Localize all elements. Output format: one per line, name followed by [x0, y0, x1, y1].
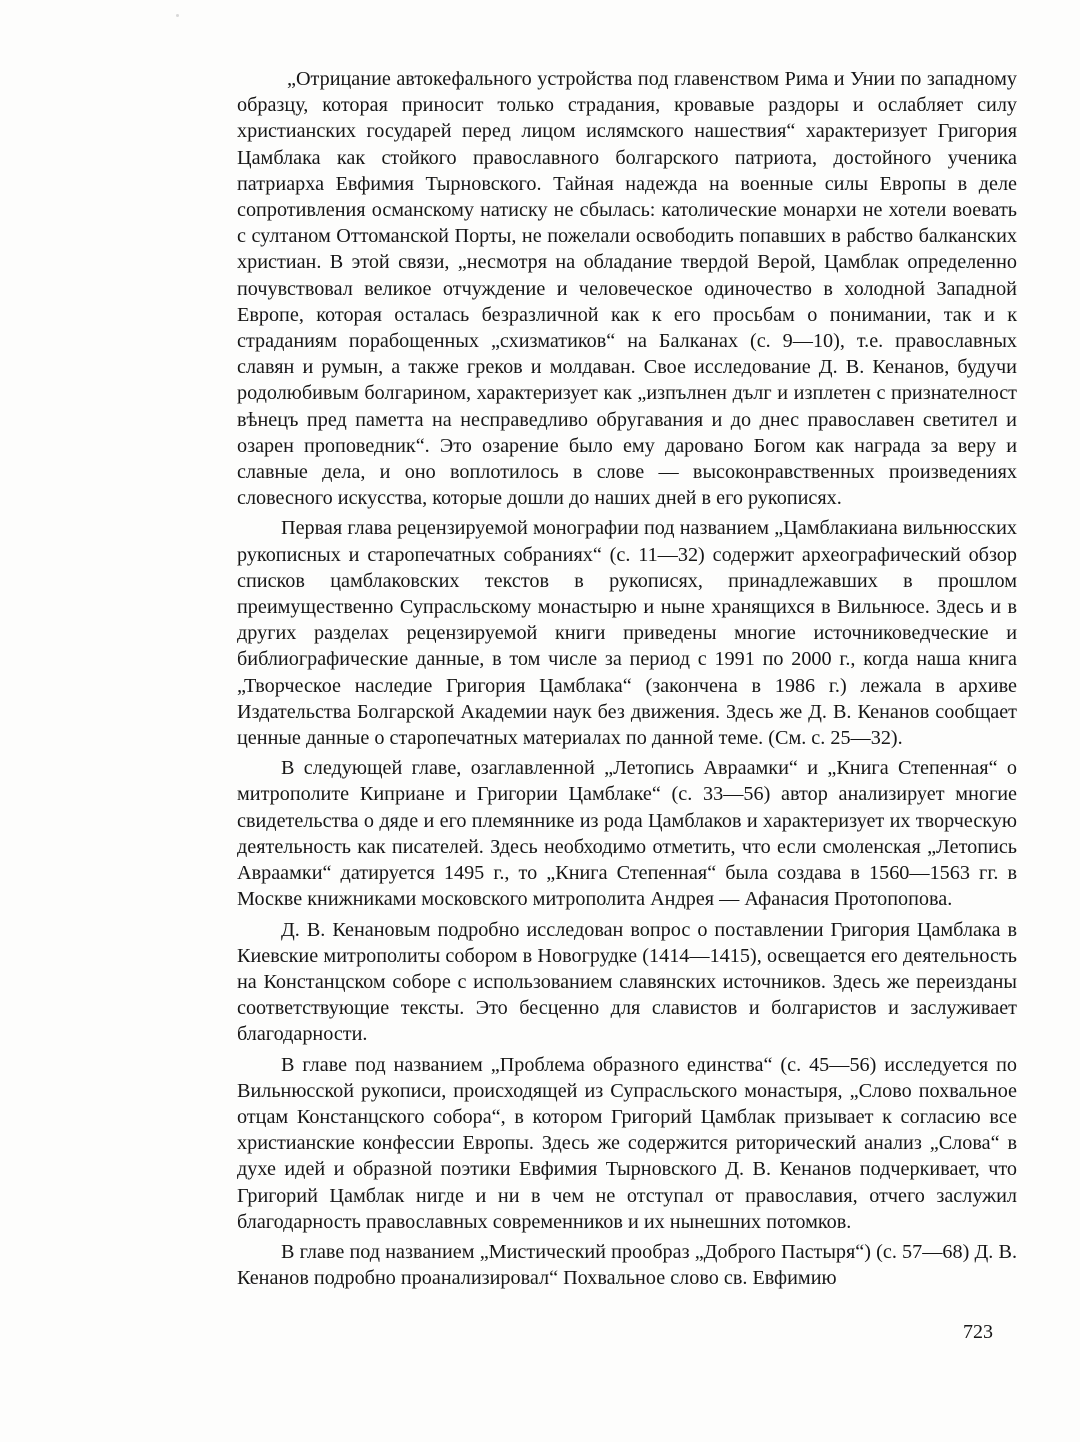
page-number: 723: [963, 1321, 993, 1343]
paragraph-3: В следующей главе, озаглавленной „Летопись Авраамки“ и „Книга Степенная“ о митрополите Киприане и Григории Цамблаке“ (с. 33—56) автор анализирует многие свидетельства о дяде и его племяннике из рода Цамблаков и характеризует их творческую деятельность как писателей. Здесь необходимо отметить, что если смоленская „Летопись Авраамки“ датируется 1495 г., то „Книга Степенная“ была создава в 1560—1563 гг. в Москве книжниками московского митрополита Андрея — Афанасия Протопопова.: [237, 757, 1017, 911]
body-text: [237, 66, 1017, 1295]
paragraph-1: „Отрицание автокефального устройства под главенством Рима и Унии по западному образцу, которая приносит только страдания, кровавые раздоры и ослабляет силу христианских государей перед лицом ислямского нашествия“ характеризует Григория Цамблака как стойкого православного болгарского патриота, достойного ученика патриарха Евфимия Тырновского. Тайная надежда на военные силы Европы в деле сопротивления османскому натиску не сбылась: католические монархи не хотели воевать с султаном Оттоманской Порты, не пожелали освободить попавших в рабство балканских христиан. В этой связи, „несмотря на обладание твердой Верой, Цамблак определенно почувствовал великое отчуждение и человеческое одиночество в холодной Западной Европе, которая осталась безразличной как к его просьбам о понимании, так и к страданиям порабощенных „схизматиков“ на Балканах (с. 9—10), т.е. православных славян и румын, а также греков и молдаван. Свое исследование Д. В. Кенанов, будучи родолюбивым болгарином, характеризует как „изпълнен дълг и изплетен с признателност вѣнецъ пред паметта на несправедливо обругавания и до днес православен светител и озарен проповедник“. Это озарение было ему даровано Богом как награда за веру и славные дела, и оно воплотилось в слове — высоконравственных произведениях словесного искусства, которые дошли до наших дней в его рукописях.: [237, 68, 1017, 510]
paragraph-6: В главе под названием „Мистический прообраз „Доброго Пастыря“) (с. 57—68) Д. В. Кенанов подробно проанализировал“ Похвальное слово св. Евфимию: [237, 1240, 1017, 1290]
scan-speck: [176, 14, 179, 17]
paragraph-5: В главе под названием „Проблема образного единства“ (с. 45—56) исследуется по Вильнюсской рукописи, происходящей из Супрасльского монастыря, „Слово похвальное отцам Констанцского собора“, в котором Григорий Цамблак призывает к согласию все христианские конфессии Европы. Здесь же содержится риторический анализ „Слова“ в духе идей и образной поэтики Евфимия Тырновского Д. В. Кенанов подчеркивает, что Григорий Цамблак нигде и ни в чем не отступал от православия, отчего заслужил благодарность православных современников и их нынешних потомков.: [237, 1053, 1017, 1233]
paragraph-4: Д. В. Кенановым подробно исследован вопрос о поставлении Григория Цамблака в Киевские митрополиты собором в Новогрудке (1414—1415), освещается его деятельность на Констанцском соборе с использованием славянских источников. Здесь же переизданы соответствующие тексты. Это бесценно для славистов и болгаристов и заслуживает благодарности.: [237, 918, 1017, 1046]
paragraph-2: Первая глава рецензируемой монографии под названием „Цамблакиана вильнюсских рукописных и старопечатных собраниях“ (с. 11—32) содержит археографический обзор списков цамблаковских текстов в рукописях, принадлежавших в прошлом преимущественно Супрасльскому монастырю и ныне хранящихся в Вильнюсе. Здесь и в других разделах рецензируемой книги приведены многие источниковедческие и библиографические данные, в том числе за период с 1991 по 2000 г., когда наша книга „Творческое наследие Григория Цамблака“ (закончена в 1986 г.) лежала в архиве Издательства Болгарской Академии наук без движения. Здесь же Д. В. Кенанов сообщает ценные данные о старопечатных материалах по данной теме. (См. с. 25—32).: [237, 517, 1017, 750]
